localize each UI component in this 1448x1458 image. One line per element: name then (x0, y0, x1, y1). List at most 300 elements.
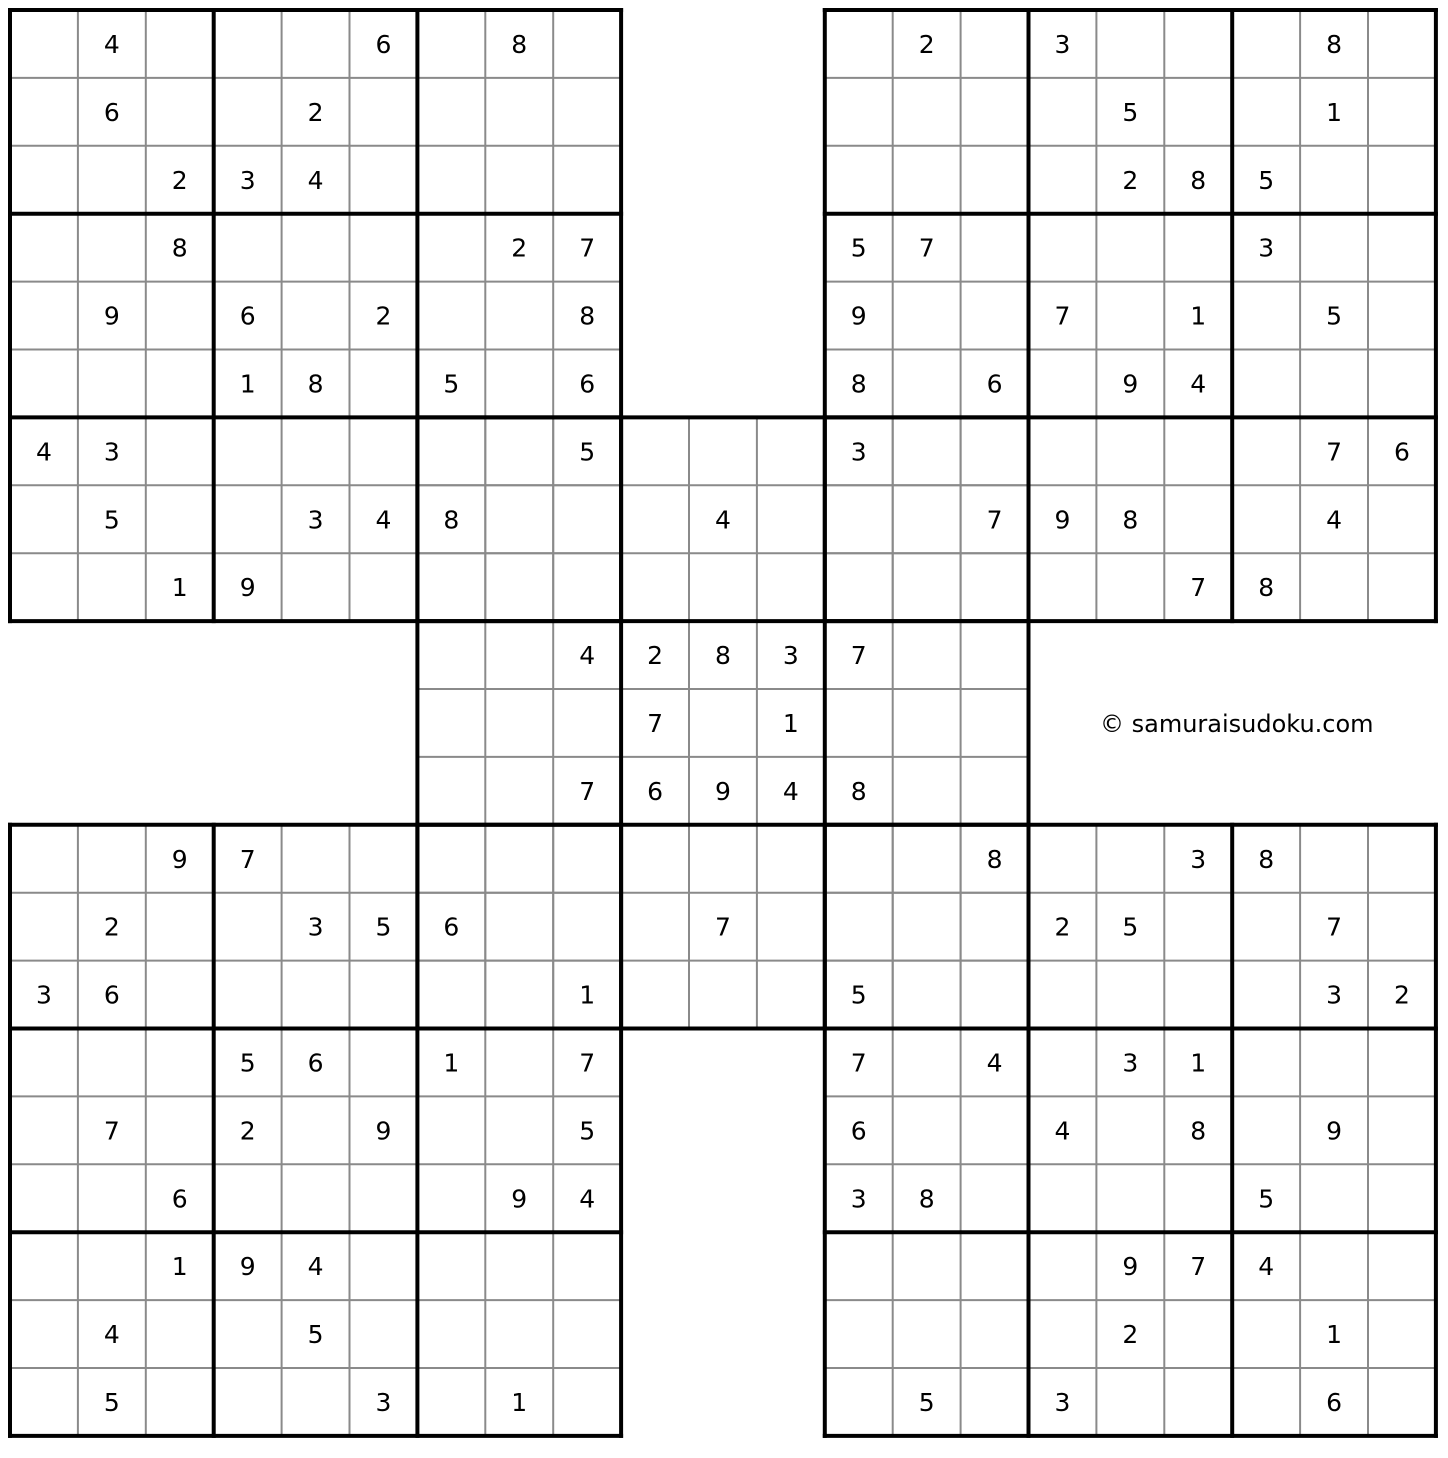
cell[interactable] (10, 1096, 78, 1164)
given-digit: 3 (35, 980, 52, 1010)
cell[interactable] (417, 825, 485, 893)
cell[interactable] (10, 78, 78, 146)
cell[interactable] (825, 1368, 893, 1436)
given-digit: 9 (714, 776, 731, 806)
cell[interactable] (961, 78, 1029, 146)
cell[interactable] (825, 553, 893, 621)
given-digit: 5 (307, 1320, 324, 1350)
given-digit: 1 (443, 1048, 460, 1078)
cell[interactable] (350, 417, 418, 485)
cell[interactable] (825, 10, 893, 78)
cell[interactable] (282, 1368, 350, 1436)
cell[interactable] (282, 1096, 350, 1164)
cell[interactable] (146, 485, 214, 553)
cell[interactable] (1368, 1232, 1436, 1300)
cell[interactable] (282, 282, 350, 350)
cell[interactable] (825, 78, 893, 146)
cell[interactable] (1096, 553, 1164, 621)
cell[interactable] (689, 689, 757, 757)
cell[interactable] (1164, 893, 1232, 961)
cell[interactable] (1368, 485, 1436, 553)
cell[interactable] (1096, 214, 1164, 282)
cell[interactable] (214, 1300, 282, 1368)
given-digit: 6 (171, 1184, 188, 1214)
given-digit: 4 (714, 505, 731, 535)
cell[interactable] (1164, 10, 1232, 78)
cell[interactable] (417, 1164, 485, 1232)
cell[interactable] (214, 10, 282, 78)
cell[interactable] (1300, 1232, 1368, 1300)
given-digit: 3 (1326, 980, 1343, 1010)
cell[interactable] (1368, 1368, 1436, 1436)
cell[interactable] (417, 689, 485, 757)
cell[interactable] (146, 1368, 214, 1436)
cell[interactable] (10, 1029, 78, 1097)
given-digit: 7 (1326, 912, 1343, 942)
cell[interactable] (1232, 961, 1300, 1029)
given-digit: 8 (579, 301, 596, 331)
given-digit: 8 (307, 369, 324, 399)
cell[interactable] (1096, 1164, 1164, 1232)
cell[interactable] (553, 553, 621, 621)
cell[interactable] (1164, 485, 1232, 553)
cell[interactable] (893, 1232, 961, 1300)
cell[interactable] (1300, 825, 1368, 893)
given-digit: 9 (1326, 1116, 1343, 1146)
cell[interactable] (485, 1096, 553, 1164)
cell[interactable] (417, 553, 485, 621)
cell[interactable] (1029, 1164, 1097, 1232)
cell[interactable] (1368, 10, 1436, 78)
cell[interactable] (621, 893, 689, 961)
given-digit: 5 (579, 437, 596, 467)
cell[interactable] (1096, 961, 1164, 1029)
cell[interactable] (485, 1300, 553, 1368)
cell[interactable] (350, 350, 418, 418)
cell[interactable] (1029, 553, 1097, 621)
given-digit: 1 (239, 369, 256, 399)
given-digit: 4 (1258, 1252, 1275, 1282)
cell[interactable] (961, 1368, 1029, 1436)
cell[interactable] (485, 282, 553, 350)
cell[interactable] (485, 485, 553, 553)
cell[interactable] (417, 282, 485, 350)
cell[interactable] (757, 417, 825, 485)
given-digit: 8 (1326, 29, 1343, 59)
cell[interactable] (1368, 350, 1436, 418)
cell[interactable] (825, 1232, 893, 1300)
given-digit: 5 (443, 369, 460, 399)
given-digit: 7 (579, 776, 596, 806)
cell[interactable] (417, 78, 485, 146)
cell[interactable] (1164, 1300, 1232, 1368)
cell[interactable] (485, 553, 553, 621)
cell[interactable] (350, 1164, 418, 1232)
cell[interactable] (1368, 1300, 1436, 1368)
given-digit: 6 (647, 776, 664, 806)
cell[interactable] (1096, 825, 1164, 893)
cell[interactable] (893, 1300, 961, 1368)
cell[interactable] (1029, 417, 1097, 485)
given-digit: 7 (579, 1048, 596, 1078)
cell[interactable] (553, 10, 621, 78)
cell[interactable] (757, 961, 825, 1029)
cell[interactable] (961, 282, 1029, 350)
cell[interactable] (1164, 1368, 1232, 1436)
cell[interactable] (961, 893, 1029, 961)
cell[interactable] (417, 621, 485, 689)
cell[interactable] (10, 350, 78, 418)
cell[interactable] (1300, 1029, 1368, 1097)
given-digit: 7 (918, 233, 935, 263)
cell[interactable] (10, 10, 78, 78)
cell[interactable] (10, 553, 78, 621)
cell[interactable] (10, 893, 78, 961)
given-digit: 6 (307, 1048, 324, 1078)
cell[interactable] (350, 825, 418, 893)
cell[interactable] (350, 78, 418, 146)
cell[interactable] (214, 485, 282, 553)
cell[interactable] (1029, 1300, 1097, 1368)
given-digit: 2 (1393, 980, 1410, 1010)
cell[interactable] (1232, 893, 1300, 961)
given-digit: 1 (1190, 301, 1207, 331)
cell[interactable] (1368, 78, 1436, 146)
cell[interactable] (485, 1029, 553, 1097)
cell[interactable] (282, 961, 350, 1029)
cell[interactable] (621, 825, 689, 893)
cell[interactable] (1368, 146, 1436, 214)
cell[interactable] (282, 10, 350, 78)
given-digit: 5 (239, 1048, 256, 1078)
cell[interactable] (961, 1096, 1029, 1164)
cell[interactable] (757, 485, 825, 553)
given-digit: 7 (579, 233, 596, 263)
given-digit: 4 (986, 1048, 1003, 1078)
cell[interactable] (1232, 1300, 1300, 1368)
given-digit: 4 (579, 1184, 596, 1214)
cell[interactable] (961, 621, 1029, 689)
cell[interactable] (214, 214, 282, 282)
cell[interactable] (282, 417, 350, 485)
given-digit: 2 (307, 97, 324, 127)
cell[interactable] (961, 1300, 1029, 1368)
cell[interactable] (10, 282, 78, 350)
given-digit: 4 (375, 505, 392, 535)
cell[interactable] (214, 78, 282, 146)
cell[interactable] (350, 214, 418, 282)
cell[interactable] (893, 621, 961, 689)
cell[interactable] (1368, 1029, 1436, 1097)
cell[interactable] (146, 893, 214, 961)
cell[interactable] (1232, 1368, 1300, 1436)
cell[interactable] (825, 893, 893, 961)
cell[interactable] (1300, 1164, 1368, 1232)
given-digit: 3 (850, 1184, 867, 1214)
cell[interactable] (961, 757, 1029, 825)
cell[interactable] (689, 417, 757, 485)
cell[interactable] (893, 485, 961, 553)
cell[interactable] (1029, 214, 1097, 282)
cell[interactable] (1029, 825, 1097, 893)
cell[interactable] (689, 961, 757, 1029)
cell[interactable] (1232, 78, 1300, 146)
cell[interactable] (1029, 78, 1097, 146)
cell[interactable] (485, 961, 553, 1029)
cell[interactable] (893, 893, 961, 961)
given-digit: 3 (850, 437, 867, 467)
cell[interactable] (485, 825, 553, 893)
given-digit: 7 (850, 1048, 867, 1078)
cell[interactable] (1096, 10, 1164, 78)
cell[interactable] (893, 757, 961, 825)
cell[interactable] (553, 78, 621, 146)
cell[interactable] (553, 485, 621, 553)
cell[interactable] (893, 282, 961, 350)
cell[interactable] (417, 214, 485, 282)
cell[interactable] (961, 146, 1029, 214)
cell[interactable] (961, 1232, 1029, 1300)
given-digit: 8 (714, 641, 731, 671)
cell[interactable] (553, 689, 621, 757)
cell[interactable] (961, 1164, 1029, 1232)
cell[interactable] (757, 825, 825, 893)
cell[interactable] (1164, 961, 1232, 1029)
cell[interactable] (1300, 146, 1368, 214)
cell[interactable] (485, 689, 553, 757)
cell[interactable] (1232, 1029, 1300, 1097)
cell[interactable] (1029, 1029, 1097, 1097)
cell[interactable] (961, 214, 1029, 282)
given-digit: 8 (850, 369, 867, 399)
cell[interactable] (10, 825, 78, 893)
given-digit: 8 (1258, 573, 1275, 603)
given-digit: 6 (1393, 437, 1410, 467)
cell[interactable] (1300, 214, 1368, 282)
cell[interactable] (10, 1232, 78, 1300)
cell[interactable] (417, 1300, 485, 1368)
cell[interactable] (146, 350, 214, 418)
cell[interactable] (1300, 553, 1368, 621)
cell[interactable] (1232, 1096, 1300, 1164)
cell[interactable] (417, 10, 485, 78)
cell[interactable] (757, 893, 825, 961)
cell[interactable] (621, 417, 689, 485)
given-digit: 9 (375, 1116, 392, 1146)
given-digit: 8 (1190, 165, 1207, 195)
cell[interactable] (893, 1029, 961, 1097)
cell[interactable] (621, 485, 689, 553)
cell[interactable] (10, 1300, 78, 1368)
given-digit: 7 (850, 641, 867, 671)
cell[interactable] (146, 417, 214, 485)
cell[interactable] (78, 1029, 146, 1097)
cell[interactable] (485, 417, 553, 485)
cell[interactable] (1368, 893, 1436, 961)
cell[interactable] (1232, 350, 1300, 418)
cell[interactable] (485, 621, 553, 689)
given-digit: 6 (986, 369, 1003, 399)
given-digit: 8 (171, 233, 188, 263)
cell[interactable] (350, 961, 418, 1029)
cell[interactable] (1368, 553, 1436, 621)
cell[interactable] (78, 553, 146, 621)
cell[interactable] (146, 10, 214, 78)
cell[interactable] (893, 1096, 961, 1164)
cell[interactable] (146, 961, 214, 1029)
cell[interactable] (146, 282, 214, 350)
cell[interactable] (485, 146, 553, 214)
cell[interactable] (350, 1029, 418, 1097)
cell[interactable] (282, 1164, 350, 1232)
cell[interactable] (146, 1029, 214, 1097)
cell[interactable] (78, 1164, 146, 1232)
cell[interactable] (1232, 417, 1300, 485)
cell[interactable] (78, 214, 146, 282)
cell[interactable] (214, 417, 282, 485)
cell[interactable] (1096, 417, 1164, 485)
given-digit: 4 (782, 776, 799, 806)
cell[interactable] (893, 553, 961, 621)
given-digit: 3 (1054, 29, 1071, 59)
cell[interactable] (825, 485, 893, 553)
cell[interactable] (282, 825, 350, 893)
cell[interactable] (1368, 1164, 1436, 1232)
cell[interactable] (485, 1232, 553, 1300)
cell[interactable] (1232, 485, 1300, 553)
cell[interactable] (146, 78, 214, 146)
cell[interactable] (214, 893, 282, 961)
cell[interactable] (893, 350, 961, 418)
cell[interactable] (893, 961, 961, 1029)
given-digit: 6 (239, 301, 256, 331)
cell[interactable] (214, 1164, 282, 1232)
cell[interactable] (10, 146, 78, 214)
given-digit: 8 (1122, 505, 1139, 535)
cell[interactable] (350, 1300, 418, 1368)
cell[interactable] (1164, 1164, 1232, 1232)
cell[interactable] (282, 214, 350, 282)
cell[interactable] (10, 1368, 78, 1436)
cell[interactable] (485, 893, 553, 961)
cell[interactable] (1029, 146, 1097, 214)
cell[interactable] (553, 146, 621, 214)
cell[interactable] (78, 146, 146, 214)
cell[interactable] (553, 1368, 621, 1436)
cell[interactable] (757, 553, 825, 621)
given-digit: 2 (171, 165, 188, 195)
cell[interactable] (553, 825, 621, 893)
cell[interactable] (1164, 214, 1232, 282)
cell[interactable] (1096, 1096, 1164, 1164)
cell[interactable] (485, 78, 553, 146)
given-digit: 7 (647, 708, 664, 738)
cell[interactable] (417, 961, 485, 1029)
cell[interactable] (553, 1300, 621, 1368)
cell[interactable] (10, 1164, 78, 1232)
cell[interactable] (1368, 282, 1436, 350)
given-digit: 5 (1122, 912, 1139, 942)
cell[interactable] (1368, 214, 1436, 282)
cell[interactable] (621, 961, 689, 1029)
cell[interactable] (961, 417, 1029, 485)
cell[interactable] (893, 689, 961, 757)
cell[interactable] (1096, 282, 1164, 350)
given-digit: 3 (1122, 1048, 1139, 1078)
cell[interactable] (893, 825, 961, 893)
cell[interactable] (78, 1232, 146, 1300)
cell[interactable] (689, 553, 757, 621)
cell[interactable] (553, 893, 621, 961)
cell[interactable] (417, 1232, 485, 1300)
cell[interactable] (417, 146, 485, 214)
cell[interactable] (961, 689, 1029, 757)
cell[interactable] (553, 1232, 621, 1300)
cell[interactable] (350, 1232, 418, 1300)
cell[interactable] (1164, 78, 1232, 146)
given-digit: 9 (239, 1252, 256, 1282)
cell[interactable] (825, 146, 893, 214)
cell[interactable] (214, 961, 282, 1029)
cell[interactable] (350, 553, 418, 621)
cell[interactable] (146, 1096, 214, 1164)
given-digit: 1 (1326, 97, 1343, 127)
cell[interactable] (893, 78, 961, 146)
cell[interactable] (825, 1300, 893, 1368)
given-digit: 3 (307, 505, 324, 535)
cell[interactable] (621, 553, 689, 621)
cell[interactable] (1368, 825, 1436, 893)
cell[interactable] (146, 1300, 214, 1368)
cell[interactable] (825, 825, 893, 893)
cell[interactable] (10, 214, 78, 282)
given-digit: 3 (307, 912, 324, 942)
cell[interactable] (1029, 1232, 1097, 1300)
cell[interactable] (1300, 350, 1368, 418)
cell[interactable] (214, 1368, 282, 1436)
given-digit: 4 (579, 641, 596, 671)
cell[interactable] (689, 825, 757, 893)
cell[interactable] (485, 757, 553, 825)
cell[interactable] (282, 553, 350, 621)
cell[interactable] (961, 553, 1029, 621)
cell[interactable] (1232, 282, 1300, 350)
cell[interactable] (417, 1096, 485, 1164)
cell[interactable] (1368, 1096, 1436, 1164)
copyright-credit: © samuraisudoku.com (1100, 710, 1374, 738)
cell[interactable] (485, 350, 553, 418)
cell[interactable] (1096, 1368, 1164, 1436)
cell[interactable] (1029, 961, 1097, 1029)
cell[interactable] (417, 417, 485, 485)
cell[interactable] (417, 1368, 485, 1436)
cell[interactable] (1232, 10, 1300, 78)
cell[interactable] (893, 146, 961, 214)
cell[interactable] (78, 350, 146, 418)
given-digit: 7 (103, 1116, 120, 1146)
given-digit: 2 (375, 301, 392, 331)
cell[interactable] (10, 485, 78, 553)
cell[interactable] (1164, 417, 1232, 485)
cell[interactable] (825, 689, 893, 757)
cell[interactable] (417, 757, 485, 825)
cell[interactable] (78, 825, 146, 893)
cell[interactable] (1029, 350, 1097, 418)
cell[interactable] (961, 961, 1029, 1029)
cell[interactable] (350, 146, 418, 214)
cell[interactable] (961, 10, 1029, 78)
cell[interactable] (893, 417, 961, 485)
